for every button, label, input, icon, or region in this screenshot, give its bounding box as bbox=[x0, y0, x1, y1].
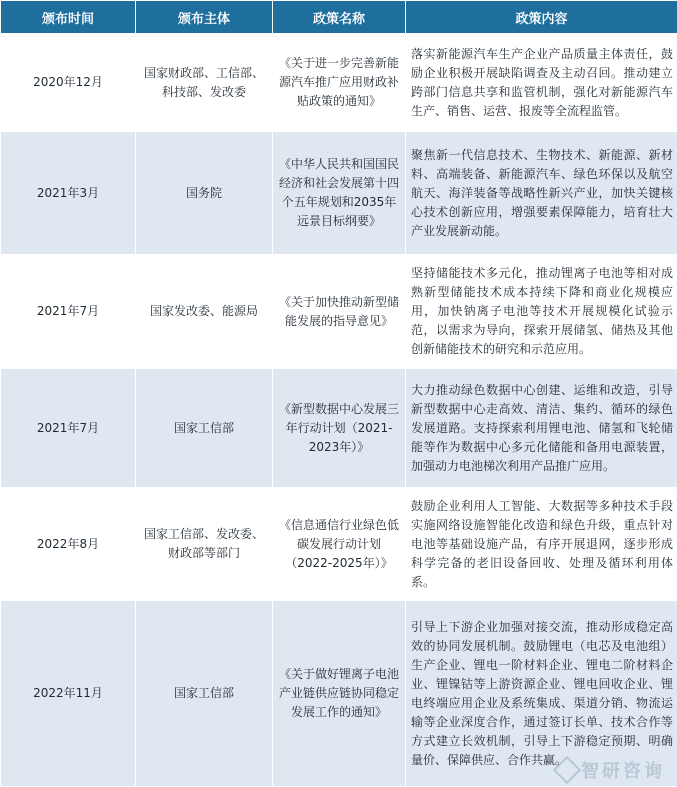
watermark-logo-icon bbox=[553, 756, 581, 784]
table-row bbox=[1, 255, 677, 369]
header-date: 颁布时间 bbox=[1, 1, 136, 34]
cell-date: 2021年7月 bbox=[1, 369, 136, 488]
cell-policy-name: 《关于进一步完善新能源汽车推广应用财政补贴政策的通知》 bbox=[273, 34, 406, 132]
cell-policy-name: 《关于加快推动新型储能发展的指导意见》 bbox=[273, 255, 406, 369]
cell-policy-content: 落实新能源汽车生产企业产品质量主体责任，鼓励企业积极开展缺陷调查及主动召回。推动建立跨部门信息共享和监管机制，强化对新能源汽车生产、销售、运营、报废等全流程监管。 bbox=[406, 34, 677, 132]
cell-policy-name: 《信息通信行业绿色低碳发展行动计划（2022-2025年）》 bbox=[273, 488, 406, 601]
cell-issuer: 国家发改委、能源局 bbox=[136, 255, 273, 369]
watermark bbox=[557, 757, 665, 783]
cell-date: 2021年7月 bbox=[1, 255, 136, 369]
cell-policy-content: 大力推动绿色数据中心创建、运维和改造，引导新型数据中心走高效、清洁、集约、循环的绿色发展道路。支持探索利用锂电池、储氢和飞轮储能等作为数据中心多元化储能和备用电源装置，加强动力电池梯次利用产品推广应用。 bbox=[406, 369, 677, 488]
cell-issuer: 国家财政部、工信部、科技部、发改委 bbox=[136, 34, 273, 132]
cell-policy-name: 《关于做好锂离子电池产业链供应链协同稳定发展工作的通知》 bbox=[273, 601, 406, 787]
table-row bbox=[1, 488, 677, 601]
cell-issuer: 国家工信部、发改委、财政部等部门 bbox=[136, 488, 273, 601]
table-row bbox=[1, 132, 677, 255]
cell-issuer: 国家工信部 bbox=[136, 601, 273, 787]
cell-date: 2020年12月 bbox=[1, 34, 136, 132]
cell-policy-name: 《新型数据中心发展三年行动计划（2021-2023年）》 bbox=[273, 369, 406, 488]
cell-date: 2021年3月 bbox=[1, 132, 136, 255]
table-row bbox=[1, 369, 677, 488]
cell-policy-content: 引导上下游企业加强对接交流，推动形成稳定高效的协同发展机制。鼓励锂电（电芯及电池组）生产企业、锂电一阶材料企业、锂电二阶材料企业、锂镍钴等上游资源企业、锂电回收企业、锂电终端应用企业及系统集成、渠道分销、物流运输等企业深度合作，通过签订长单、技术合作等方式建立长效机制，引导上下游稳定预期、明确量价、保障供应、合作共赢。 bbox=[406, 601, 677, 787]
watermark-text: 智研咨询 bbox=[581, 757, 665, 783]
cell-policy-name: 《中华人民共和国国民经济和社会发展第十四个五年规划和2035年远景目标纲要》 bbox=[273, 132, 406, 255]
cell-policy-content: 鼓励企业利用人工智能、大数据等多种技术手段实施网络设施智能化改造和绿色升级，重点针对电池等基础设施产品，有序开展退网，逐步形成科学完备的老旧设备回收、处理及循环利用体系。 bbox=[406, 488, 677, 601]
table-header-row bbox=[1, 1, 677, 34]
header-policy-content: 政策内容 bbox=[406, 1, 677, 34]
cell-issuer: 国务院 bbox=[136, 132, 273, 255]
cell-policy-content: 坚持储能技术多元化，推动锂离子电池等相对成熟新型储能技术成本持续下降和商业化规模应用，加快钠离子电池等技术开展规模化试验示范，以需求为导向，探索开展储氢、储热及其他创新储能技术的研究和示范应用。 bbox=[406, 255, 677, 369]
cell-date: 2022年8月 bbox=[1, 488, 136, 601]
cell-policy-content: 聚焦新一代信息技术、生物技术、新能源、新材料、高端装备、新能源汽车、绿色环保以及航空航天、海洋装备等战略性新兴产业，加快关键核心技术创新应用，增强要素保障能力，培育壮大产业发展新动能。 bbox=[406, 132, 677, 255]
header-issuer: 颁布主体 bbox=[136, 1, 273, 34]
header-policy-name: 政策名称 bbox=[273, 1, 406, 34]
cell-issuer: 国家工信部 bbox=[136, 369, 273, 488]
table-row bbox=[1, 34, 677, 132]
cell-date: 2022年11月 bbox=[1, 601, 136, 787]
